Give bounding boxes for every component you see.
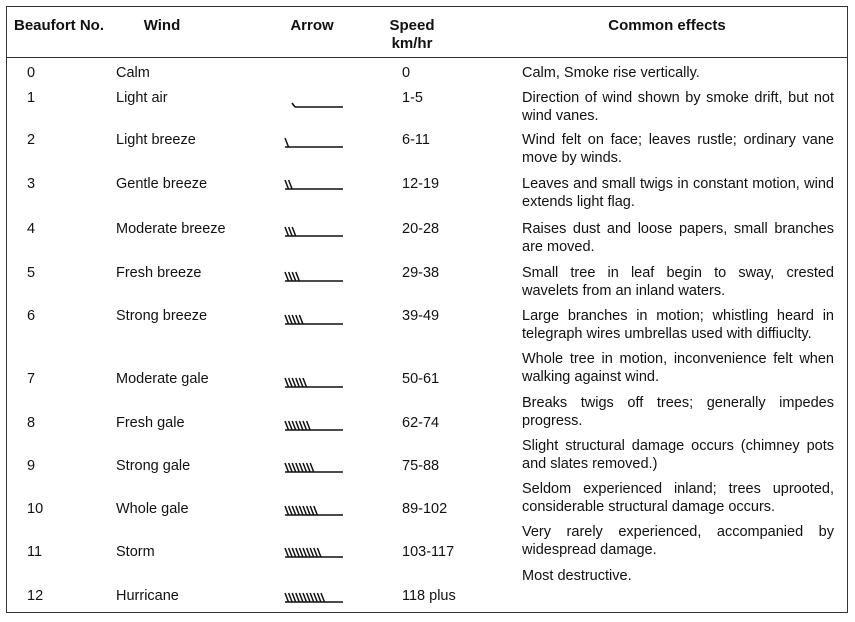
wind-arrow-icon — [281, 546, 351, 560]
header-common-effects: Common effects — [608, 17, 726, 34]
common-effects: Seldom experienced inland; trees uprooted, considerable structural damage occurs. — [522, 481, 834, 515]
wind-arrow-icon — [281, 270, 351, 284]
wind-name: Fresh gale — [116, 415, 185, 431]
beaufort-number: 1 — [27, 90, 36, 106]
wind-name: Calm — [116, 65, 150, 81]
header-speed-label: Speed — [389, 17, 435, 34]
wind-name: Strong gale — [116, 458, 191, 474]
wind-arrow-icon — [281, 313, 351, 327]
beaufort-number: 0 — [27, 65, 36, 81]
wind-speed: 12-19 — [402, 176, 440, 192]
common-effects: Slight structural damage occurs (chimney pots and slates removed.) — [522, 438, 834, 472]
wind-arrow-icon — [281, 136, 351, 150]
table-header — [7, 7, 847, 58]
wind-name: Fresh breeze — [116, 265, 202, 281]
wind-speed: 89-102 — [402, 501, 448, 517]
wind-speed: 75-88 — [402, 458, 440, 474]
common-effects: Whole tree in motion, inconvenience felt when walking against wind. — [522, 351, 834, 385]
wind-speed: 0 — [402, 65, 411, 81]
common-effects: Most destructive. — [522, 568, 632, 584]
beaufort-number: 8 — [27, 415, 36, 431]
header-speed — [377, 17, 447, 53]
beaufort-number: 6 — [27, 308, 36, 324]
common-effects: Very rarely experienced, accompanied by widespread damage. — [522, 524, 834, 558]
wind-speed: 20-28 — [402, 221, 440, 237]
beaufort-number: 5 — [27, 265, 36, 281]
wind-speed: 118 plus — [402, 588, 456, 604]
common-effects: Wind felt on face; leaves rustle; ordinary vane move by winds. — [522, 132, 834, 166]
wind-speed: 62-74 — [402, 415, 440, 431]
header-arrow: Arrow — [290, 17, 334, 34]
wind-name: Light air — [116, 90, 168, 106]
wind-arrow-icon — [281, 376, 351, 390]
beaufort-number: 7 — [27, 371, 36, 387]
wind-name: Light breeze — [116, 132, 196, 148]
wind-speed: 6-11 — [402, 132, 430, 148]
wind-name: Hurricane — [116, 588, 179, 604]
common-effects: Breaks twigs off trees; generally impedes progress. — [522, 395, 834, 429]
wind-arrow-icon — [281, 225, 351, 239]
wind-name: Moderate breeze — [116, 221, 226, 237]
beaufort-number: 10 — [27, 501, 44, 517]
wind-arrow-icon — [281, 178, 351, 192]
wind-name: Gentle breeze — [116, 176, 208, 192]
wind-speed: 50-61 — [402, 371, 440, 387]
wind-speed: 29-38 — [402, 265, 440, 281]
wind-arrow-icon — [281, 461, 351, 475]
common-effects: Leaves and small twigs in constant motion, wind extends light flag. — [522, 176, 834, 210]
wind-arrow-icon — [281, 591, 351, 605]
beaufort-number: 2 — [27, 132, 36, 148]
wind-name: Storm — [116, 544, 155, 560]
wind-speed: 103-117 — [402, 544, 455, 560]
common-effects: Calm, Smoke rise vertically. — [522, 65, 700, 81]
wind-name: Moderate gale — [116, 371, 209, 387]
beaufort-table — [6, 6, 848, 613]
beaufort-number: 4 — [27, 221, 36, 237]
beaufort-number: 12 — [27, 588, 44, 604]
wind-arrow-icon — [281, 504, 351, 518]
wind-name: Whole gale — [116, 501, 189, 517]
header-wind: Wind — [143, 17, 181, 34]
common-effects: Large branches in motion; whistling heard in telegraph wires umbrellas used with diffiuclty. — [522, 308, 834, 342]
wind-speed: 1-5 — [402, 90, 423, 106]
common-effects: Raises dust and loose papers, small branches are moved. — [522, 221, 834, 255]
beaufort-number: 9 — [27, 458, 36, 474]
wind-name: Strong breeze — [116, 308, 208, 324]
wind-speed: 39-49 — [402, 308, 440, 324]
beaufort-number: 3 — [27, 176, 36, 192]
beaufort-number: 11 — [27, 544, 43, 560]
header-speed-unit: km/hr — [391, 35, 433, 52]
wind-arrow-icon — [281, 96, 351, 110]
header-beaufort-no: Beaufort No. — [14, 17, 104, 34]
common-effects: Direction of wind shown by smoke drift, but not wind vanes. — [522, 90, 834, 124]
wind-arrow-icon — [281, 419, 351, 433]
common-effects: Small tree in leaf begin to sway, crested wavelets from an inland waters. — [522, 265, 834, 299]
